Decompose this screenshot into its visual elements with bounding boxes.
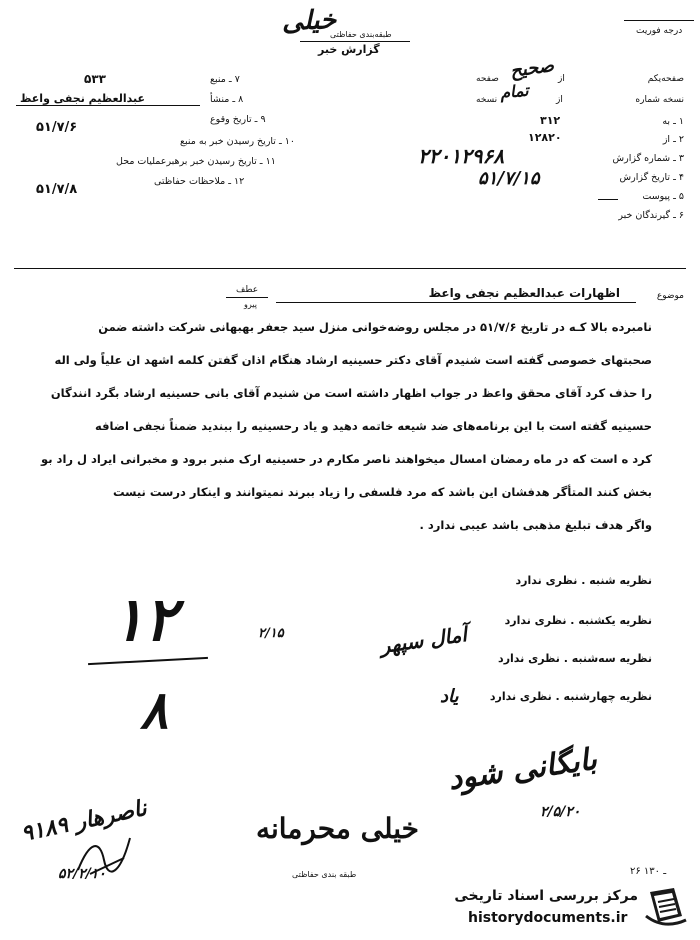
- header-title-rule: [300, 41, 410, 42]
- reference-label: عطف: [236, 285, 259, 295]
- field-to-label: ۱ ـ به: [662, 116, 684, 127]
- field-source-value: ۵۳۳: [84, 72, 106, 86]
- field-occurrence-date-value: ۵۱/۷/۶: [36, 120, 78, 135]
- handwritten-instruction: بایگانی شود: [446, 741, 600, 798]
- field-report-date-label: ۴ ـ تاریخ گزارش: [619, 172, 684, 183]
- origin-rule: [16, 105, 200, 106]
- body-line: نامبرده بالا کـه در تاریخ ۵۱/۷/۶ در مجلس روضه‌خوانی منزل سید جعفر بهبهانی شرکت داشته ضمن: [98, 320, 652, 334]
- copy-label: صفحه‌یکم: [647, 74, 684, 84]
- body-line: صحبتهای خصوصی گفته است شنیدم آقای دکتر حسینیه ارشاد هنگام اذان گفتن کلمه اشهد ان علیاً ولی اله: [54, 353, 652, 367]
- body-line: را حذف کرد آقای محقق واعظ در جواب اظهار داشته است من شنیدم آقای بانی حسینیه ارشاد بگرد انندگان: [50, 386, 652, 400]
- footer-classification: خیلی محرمانه: [256, 812, 419, 845]
- recipients-rule: [598, 199, 618, 200]
- header-classification-small: طبقه‌بندی حفاظتی: [330, 30, 392, 39]
- copy-from-label-2: از: [556, 95, 563, 105]
- body-line: حسینیه گفته است با این برنامه‌های ضد شیعه خاتمه دهید و یاد رحسینیه را ببندید ضمناً نجفی اضافه: [95, 419, 652, 433]
- subject-rule-top: [14, 268, 686, 269]
- field-report-number-value: ۲۲۰۱۲۹۶۸: [418, 144, 504, 168]
- watermark-title: مرکز بررسی اسناد تاریخی: [454, 888, 638, 904]
- reference-rule: [226, 297, 268, 298]
- footer-corner-number: ۲۶ ـ ۱۳۰: [630, 866, 667, 877]
- field-report-date-value: ۵۱/۷/۱۵: [478, 168, 540, 189]
- note-saturday: نظریه شنبه . نظری ندارد: [515, 574, 652, 587]
- field-source-label: ۷ ـ منبع: [210, 74, 240, 85]
- handwritten-left-date: ۵۲/۲/۱۰: [58, 866, 106, 882]
- page-of-label: صفحه: [476, 74, 499, 84]
- handwritten-copy: تمام: [499, 80, 530, 103]
- handwritten-page: صحیح: [508, 55, 556, 82]
- field-report-number-label: ۳ ـ شماره گزارش: [612, 153, 684, 164]
- handwritten-fraction-top: ۱۲: [112, 585, 177, 655]
- handwritten-date-small: ۲/۱۵: [258, 626, 284, 641]
- field-security-notes-label: ۱۲ ـ ملاحظات حفاظتی: [154, 176, 245, 187]
- body-line: واگر هدف تبلیغ مذهبی باشد عیبی ندارد .: [419, 518, 652, 532]
- field-from-value: ۱۲۸۲۰: [528, 131, 562, 144]
- copy-from-label: از: [558, 74, 565, 84]
- priority-label: درجه فوریت: [636, 26, 683, 36]
- field-received-by-source-label: ۱۰ ـ تاریخ رسیدن خبر به منبع: [180, 136, 295, 147]
- field-to-value: ۳۱۲: [540, 114, 561, 127]
- header-title: گزارش خبر: [318, 43, 380, 56]
- handwritten-scribble: [70, 830, 140, 880]
- field-origin-label: ۸ ـ منشأ: [210, 94, 244, 105]
- subject-label: موضوع: [656, 291, 684, 301]
- handwritten-fraction-bar: [88, 657, 208, 665]
- subject-value: اظهارات عبدالعظیم نجفی واعظ: [428, 286, 620, 300]
- field-occurrence-date-label: ۹ ـ تاریخ وقوع: [210, 114, 266, 125]
- copy-number-label: نسخه شماره: [635, 95, 684, 105]
- copy-of-label: نسخه: [476, 95, 498, 105]
- subject-rule: [276, 302, 636, 303]
- field-from-label: ۲ ـ از: [662, 134, 684, 145]
- document-archive-icon: [644, 886, 688, 930]
- footer-classification-label: طبقه بندی حفاظتی: [292, 870, 357, 879]
- note-tuesday: نظریه سه‌شنبه . نظری ندارد: [498, 652, 652, 665]
- handwritten-left-number: ۹۱۸۹ ناصرهار: [18, 795, 149, 847]
- handwritten-instruction-date: ۲/۵/۲۰: [540, 804, 581, 820]
- field-security-notes-value: ۵۱/۷/۸: [36, 182, 78, 197]
- note-sunday: نظریه یکشنبه . نظری ندارد: [504, 614, 652, 627]
- field-origin-value: عبدالعظیم نجفی واعظ: [20, 92, 145, 105]
- field-recipients-label: ۶ ـ گیرندگان خبر: [618, 210, 684, 221]
- field-received-by-ops-label: ۱۱ ـ تاریخ رسیدن خبر برهبرعملیات محل: [116, 156, 276, 167]
- handwritten-fraction-bottom: ۸: [140, 680, 168, 741]
- priority-rule: [624, 20, 694, 21]
- note-wednesday: نظریه چهارشنبه . نظری ندارد: [489, 690, 652, 703]
- watermark-url: historydocuments.ir: [468, 910, 628, 926]
- signature-1: آمال سپهر: [378, 622, 469, 658]
- signature-2: یاد: [440, 686, 459, 707]
- reference-sub-label: پیرو: [244, 300, 257, 309]
- watermark-logo: [644, 886, 688, 930]
- field-attachment-label: ۵ ـ پیوست: [642, 191, 684, 202]
- body-line: کرد ه است که در ماه رمضان امسال میخواهند ناصر مکارم در حسینیه ارک منبر برود و مخبرانی ایراد ل راد بو: [41, 452, 652, 466]
- header-stamp-top: خیلی: [281, 5, 337, 37]
- body-line: بخش کنند المتأگر هدفشان این باشد که مرد فلسفی را زیاد ببرند نمیتوانند و اینکار درست نیست: [112, 485, 652, 499]
